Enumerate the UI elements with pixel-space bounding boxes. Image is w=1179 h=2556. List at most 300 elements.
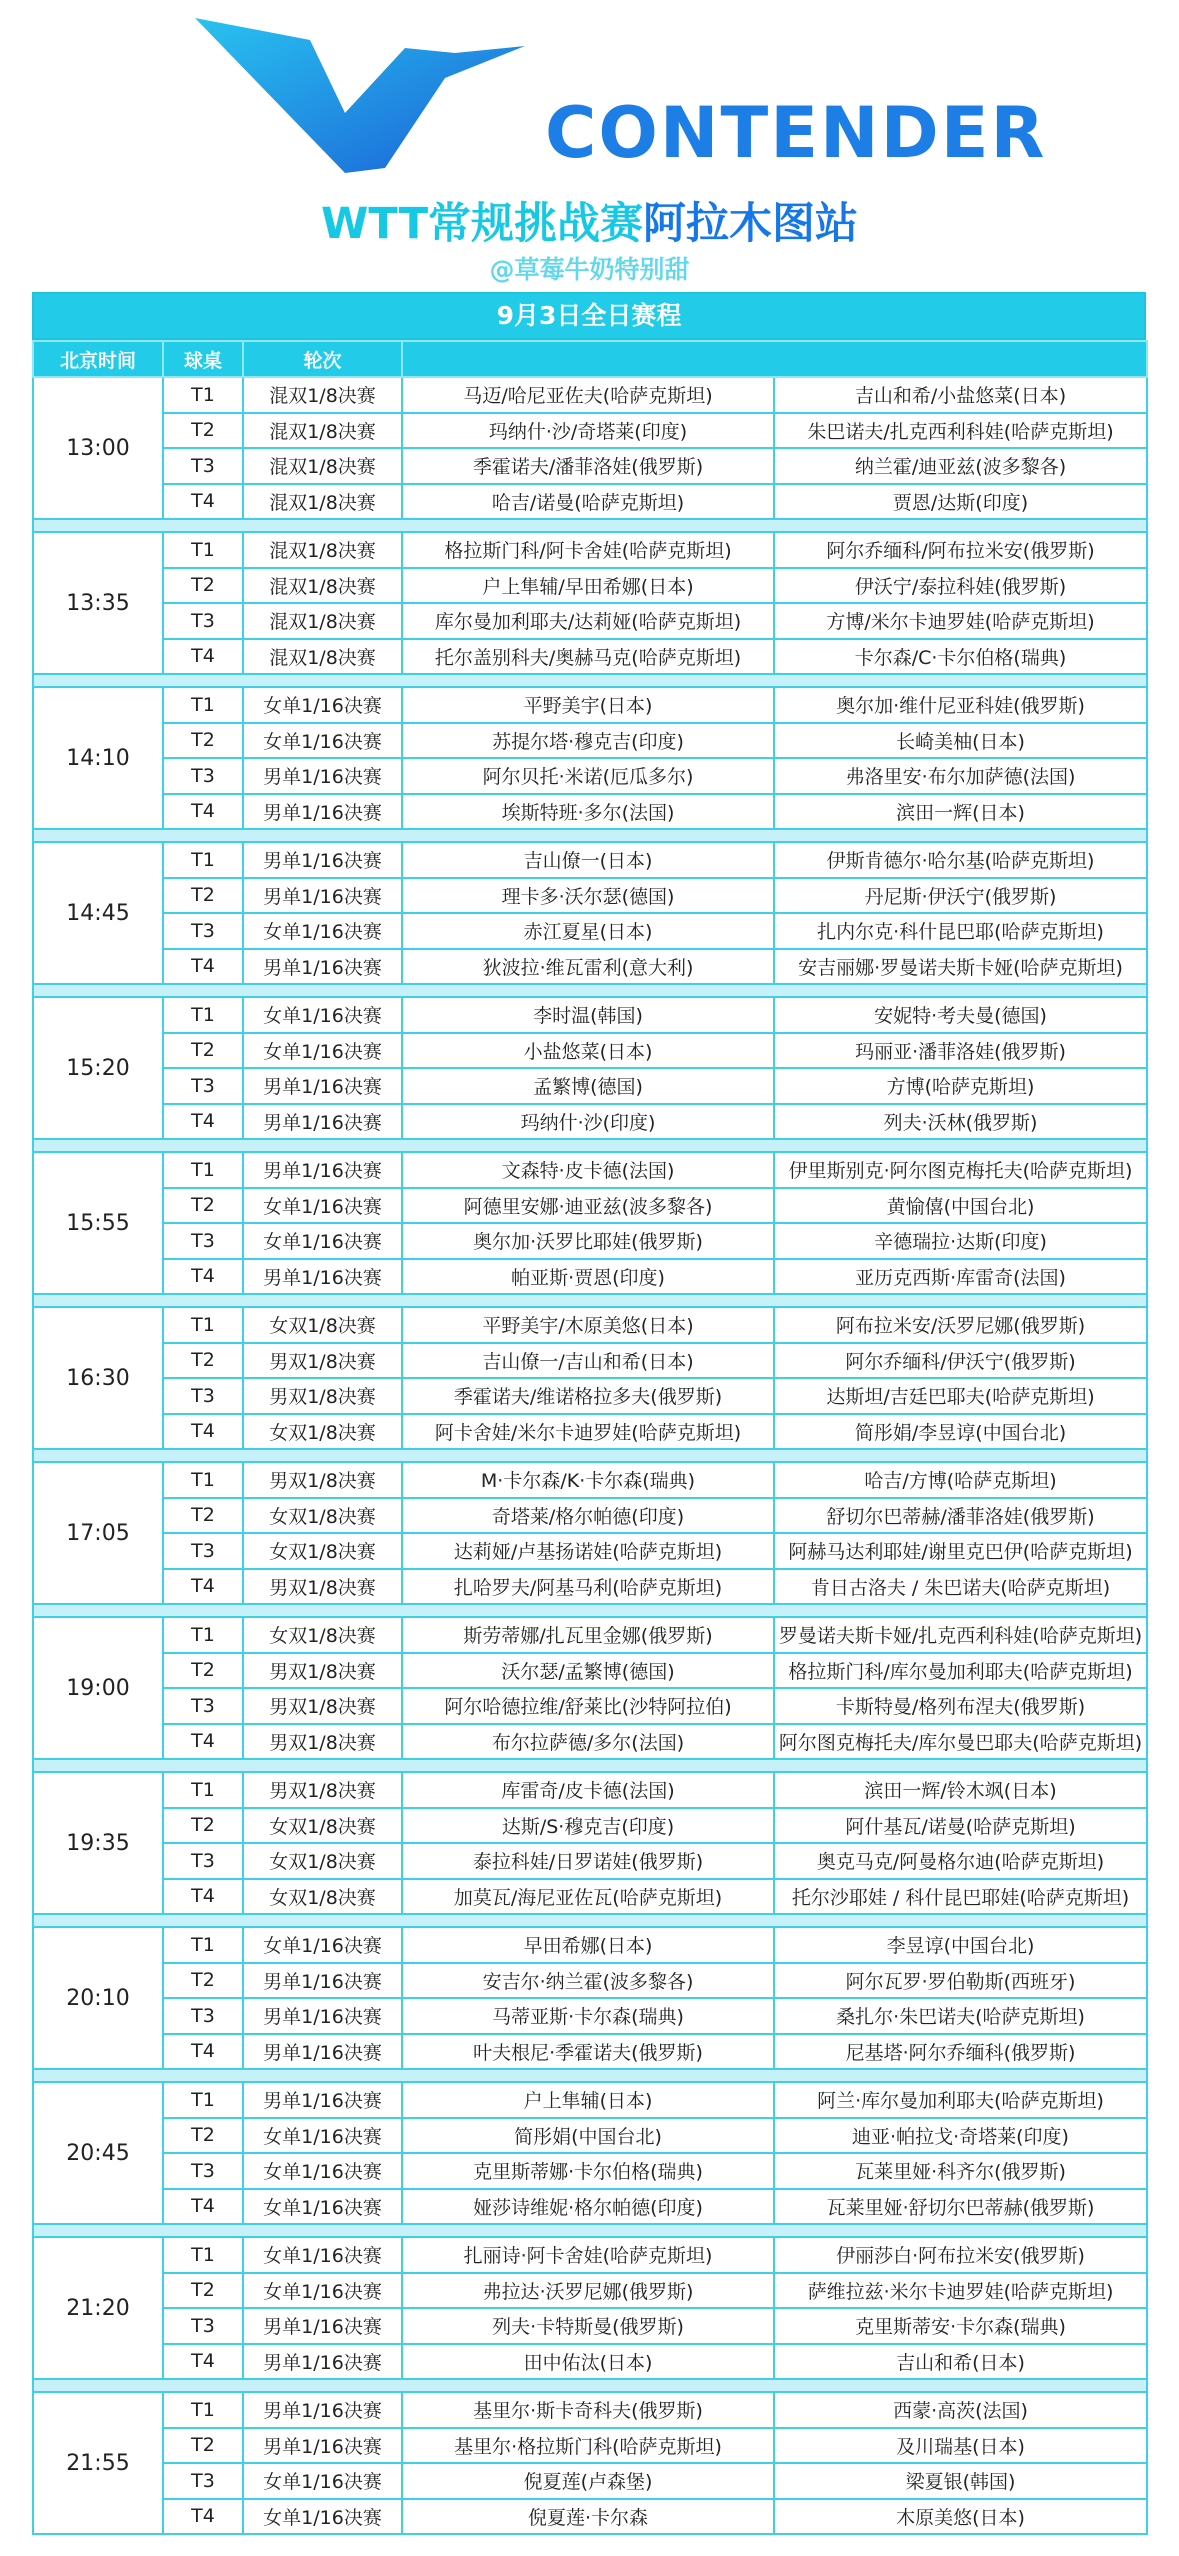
table-row [33,1843,1147,1879]
schedule-body [33,377,1147,2534]
round-name: 女单1/16决赛 [243,913,402,949]
table-row [33,794,1147,830]
separator-cell [33,2224,1147,2237]
table-number: T3 [163,758,243,794]
session-time: 15:55 [33,1152,163,1294]
round-name: 男单1/16决赛 [243,1998,402,2034]
round-name: 男单1/16决赛 [243,2082,402,2118]
table-number: T3 [163,603,243,639]
player-two: 格拉斯门科/库尔曼加利耶夫(哈萨克斯坦) [774,1653,1147,1689]
table-number: T3 [163,2308,243,2344]
round-name: 女单1/16决赛 [243,2189,402,2225]
player-two: 伊里斯别克·阿尔图克梅托夫(哈萨克斯坦) [774,1152,1147,1188]
player-two: 列夫·沃林(俄罗斯) [774,1104,1147,1140]
table-number: T3 [163,1533,243,1569]
player-two: 罗曼诺夫斯卡娅/扎克西利科娃(哈萨克斯坦) [774,1617,1147,1653]
table-row [33,1378,1147,1414]
table-row [33,2189,1147,2225]
player-two: 达斯坦/吉廷巴耶夫(哈萨克斯坦) [774,1378,1147,1414]
table-row [33,997,1147,1033]
table-row [33,687,1147,723]
session-separator [33,984,1147,997]
player-two: 黄愉僖(中国台北) [774,1188,1147,1224]
player-one: 小盐悠菜(日本) [402,1033,774,1069]
table-number: T3 [163,1068,243,1104]
player-one: 娅莎诗维妮·格尔帕德(印度) [402,2189,774,2225]
schedule-table [32,292,1146,2535]
table-row [33,2392,1147,2428]
table-row [33,2308,1147,2344]
player-one: 阿尔贝托·米诺(厄瓜多尔) [402,758,774,794]
round-name: 男双1/8决赛 [243,1653,402,1689]
round-name: 混双1/8决赛 [243,413,402,449]
table-number: T3 [163,1843,243,1879]
player-two: 伊沃宁/泰拉科娃(俄罗斯) [774,568,1147,604]
table-row [33,1998,1147,2034]
table-number: T1 [163,1927,243,1963]
col-header-round: 轮次 [243,341,402,377]
table-number: T2 [163,1963,243,1999]
table-row [33,2428,1147,2464]
player-two: 木原美悠(日本) [774,2499,1147,2535]
session-separator [33,1449,1147,1462]
round-name: 男单1/16决赛 [243,794,402,830]
table-number: T1 [163,1617,243,1653]
table-number: T1 [163,2237,243,2273]
table-row [33,949,1147,985]
player-two: 方博(哈萨克斯坦) [774,1068,1147,1104]
table-number: T1 [163,1152,243,1188]
table-number: T1 [163,1772,243,1808]
player-two: 阿尔瓦罗·罗伯勒斯(西班牙) [774,1963,1147,1999]
table-row [33,2273,1147,2309]
round-name: 男双1/8决赛 [243,1724,402,1760]
session-time: 14:45 [33,842,163,984]
player-one: 早田希娜(日本) [402,1927,774,1963]
round-name: 女单1/16决赛 [243,2118,402,2154]
session-time: 21:55 [33,2392,163,2534]
player-one: 奥尔加·沃罗比耶娃(俄罗斯) [402,1223,774,1259]
player-one: 列夫·卡特斯曼(俄罗斯) [402,2308,774,2344]
player-two: 及川瑞基(日本) [774,2428,1147,2464]
player-one: 斯劳蒂娜/扎瓦里金娜(俄罗斯) [402,1617,774,1653]
round-name: 男单1/16决赛 [243,1963,402,1999]
player-two: 安吉丽娜·罗曼诺夫斯卡娅(哈萨克斯坦) [774,949,1147,985]
table-number: T3 [163,2153,243,2189]
player-one: 达莉娅/卢基扬诺娃(哈萨克斯坦) [402,1533,774,1569]
player-one: 吉山僚一/吉山和希(日本) [402,1343,774,1379]
table-row [33,603,1147,639]
player-one: 马迈/哈尼亚佐夫(哈萨克斯坦) [402,377,774,413]
table-row [33,2153,1147,2189]
table-row [33,1104,1147,1140]
separator-cell [33,2379,1147,2392]
table-row [33,377,1147,413]
player-one: 倪夏莲·卡尔森 [402,2499,774,2535]
table-number: T1 [163,842,243,878]
player-two: 迪亚·帕拉戈·奇塔莱(印度) [774,2118,1147,2154]
table-number: T1 [163,1462,243,1498]
table-number: T4 [163,2344,243,2380]
player-one: 弗拉达·沃罗尼娜(俄罗斯) [402,2273,774,2309]
player-one: 阿卡舍娃/米尔卡迪罗娃(哈萨克斯坦) [402,1414,774,1450]
header-row [33,341,1147,377]
player-two: 托尔沙耶娃 / 科什昆巴耶娃(哈萨克斯坦) [774,1879,1147,1915]
player-one: 文森特·皮卡德(法国) [402,1152,774,1188]
player-two: 李昱谆(中国台北) [774,1927,1147,1963]
table-number: T2 [163,1498,243,1534]
player-two: 伊斯肯德尔·哈尔基(哈萨克斯坦) [774,842,1147,878]
session-time: 19:00 [33,1617,163,1759]
round-name: 男单1/16决赛 [243,1068,402,1104]
table-number: T4 [163,1879,243,1915]
round-name: 混双1/8决赛 [243,377,402,413]
round-name: 女单1/16决赛 [243,687,402,723]
separator-cell [33,2069,1147,2082]
table-number: T4 [163,2499,243,2535]
table-number: T2 [163,723,243,759]
table-number: T3 [163,1688,243,1724]
table-number: T1 [163,1307,243,1343]
round-name: 男单1/16决赛 [243,2034,402,2070]
player-one: 埃斯特班·多尔(法国) [402,794,774,830]
session-time: 13:35 [33,532,163,674]
table-number: T2 [163,1343,243,1379]
table-number: T2 [163,1188,243,1224]
round-name: 女双1/8决赛 [243,1533,402,1569]
session-time: 20:45 [33,2082,163,2224]
separator-cell [33,674,1147,687]
schedule-grid [32,340,1148,2535]
session-separator [33,1914,1147,1927]
separator-cell [33,1294,1147,1307]
table-row [33,1879,1147,1915]
header [0,0,1179,292]
player-one: 帕亚斯·贾恩(印度) [402,1259,774,1295]
player-two: 滨田一辉/铃木飒(日本) [774,1772,1147,1808]
player-two: 纳兰霍/迪亚兹(波多黎各) [774,448,1147,484]
round-name: 女单1/16决赛 [243,723,402,759]
round-name: 混双1/8决赛 [243,532,402,568]
table-row [33,2082,1147,2118]
table-row [33,1343,1147,1379]
table-row [33,878,1147,914]
table-number: T3 [163,913,243,949]
player-one: 赤江夏星(日本) [402,913,774,949]
table-row [33,1772,1147,1808]
player-one: 库尔曼加利耶夫/达莉娅(哈萨克斯坦) [402,603,774,639]
table-number: T3 [163,1998,243,2034]
player-two: 滨田一辉(日本) [774,794,1147,830]
table-row [33,1033,1147,1069]
player-one: 加莫瓦/海尼亚佐瓦(哈萨克斯坦) [402,1879,774,1915]
contender-logo-icon [195,18,525,173]
close-icon[interactable] [42,216,88,262]
table-row [33,723,1147,759]
player-one: 吉山僚一(日本) [402,842,774,878]
table-row [33,1688,1147,1724]
player-one: 马蒂亚斯·卡尔森(瑞典) [402,1998,774,2034]
player-one: 基里尔·格拉斯门科(哈萨克斯坦) [402,2428,774,2464]
author-handle: @草莓牛奶特别甜 [489,255,690,284]
table-number: T3 [163,1378,243,1414]
player-one: 叶夫根尼·季霍诺夫(俄罗斯) [402,2034,774,2070]
round-name: 男单1/16决赛 [243,2344,402,2380]
table-number: T3 [163,2463,243,2499]
player-one: 库雷奇/皮卡德(法国) [402,1772,774,1808]
round-name: 女双1/8决赛 [243,1808,402,1844]
player-two: 阿什基瓦/诺曼(哈萨克斯坦) [774,1808,1147,1844]
separator-cell [33,829,1147,842]
separator-cell [33,519,1147,532]
separator-cell [33,1914,1147,1927]
table-number: T4 [163,2189,243,2225]
round-name: 男双1/8决赛 [243,1772,402,1808]
table-row [33,913,1147,949]
player-one: 扎哈罗夫/阿基马利(哈萨克斯坦) [402,1569,774,1605]
player-one: 季霍诺夫/维诺格拉多夫(俄罗斯) [402,1378,774,1414]
session-time: 19:35 [33,1772,163,1914]
session-separator [33,1604,1147,1617]
table-row [33,1724,1147,1760]
table-row [33,1653,1147,1689]
table-number: T4 [163,794,243,830]
round-name: 男双1/8决赛 [243,1688,402,1724]
player-two: 朱巴诺夫/扎克西利科娃(哈萨克斯坦) [774,413,1147,449]
player-two: 卡斯特曼/格列布涅夫(俄罗斯) [774,1688,1147,1724]
table-number: T1 [163,2082,243,2118]
session-separator [33,1759,1147,1772]
player-one: 达斯/S·穆克吉(印度) [402,1808,774,1844]
table-row [33,1498,1147,1534]
session-time: 16:30 [33,1307,163,1449]
table-row [33,1533,1147,1569]
player-two: 阿布拉米安/沃罗尼娜(俄罗斯) [774,1307,1147,1343]
table-number: T2 [163,2273,243,2309]
player-two: 奥克马克/阿曼格尔迪(哈萨克斯坦) [774,1843,1147,1879]
round-name: 女单1/16决赛 [243,1188,402,1224]
round-name: 男单1/16决赛 [243,1104,402,1140]
player-two: 舒切尔巴蒂赫/潘菲洛娃(俄罗斯) [774,1498,1147,1534]
round-name: 女单1/16决赛 [243,2499,402,2535]
round-name: 女单1/16决赛 [243,997,402,1033]
session-time: 14:10 [33,687,163,829]
table-row [33,758,1147,794]
player-two: 伊丽莎白·阿布拉米安(俄罗斯) [774,2237,1147,2273]
col-header-matchup [402,341,1147,377]
table-row [33,2118,1147,2154]
separator-cell [33,1139,1147,1152]
table-number: T2 [163,1033,243,1069]
table-row [33,2344,1147,2380]
round-name: 混双1/8决赛 [243,639,402,675]
table-number: T4 [163,1259,243,1295]
player-two: 奥尔加·维什尼亚科娃(俄罗斯) [774,687,1147,723]
player-two: 扎内尔克·科什昆巴耶(哈萨克斯坦) [774,913,1147,949]
table-number: T4 [163,1724,243,1760]
table-number: T2 [163,878,243,914]
round-name: 女单1/16决赛 [243,2463,402,2499]
player-two: 阿兰·库尔曼加利耶夫(哈萨克斯坦) [774,2082,1147,2118]
table-row [33,1068,1147,1104]
player-two: 辛德瑞拉·达斯(印度) [774,1223,1147,1259]
table-number: T2 [163,2118,243,2154]
col-header-time: 北京时间 [33,341,163,377]
player-one: 格拉斯门科/阿卡舍娃(哈萨克斯坦) [402,532,774,568]
round-name: 混双1/8决赛 [243,448,402,484]
round-name: 女单1/16决赛 [243,2153,402,2189]
player-one: 布尔拉萨德/多尔(法国) [402,1724,774,1760]
session-separator [33,1139,1147,1152]
round-name: 男双1/8决赛 [243,1378,402,1414]
player-one: 哈吉/诺曼(哈萨克斯坦) [402,484,774,520]
table-number: T1 [163,2392,243,2428]
table-number: T4 [163,1569,243,1605]
player-one: M·卡尔森/K·卡尔森(瑞典) [402,1462,774,1498]
player-two: 克里斯蒂安·卡尔森(瑞典) [774,2308,1147,2344]
table-row [33,532,1147,568]
round-name: 男双1/8决赛 [243,1343,402,1379]
round-name: 混双1/8决赛 [243,484,402,520]
round-name: 男单1/16决赛 [243,1152,402,1188]
round-name: 女双1/8决赛 [243,1307,402,1343]
player-one: 玛纳什·沙/奇塔莱(印度) [402,413,774,449]
table-row [33,413,1147,449]
round-name: 男双1/8决赛 [243,1569,402,1605]
session-separator [33,2379,1147,2392]
table-number: T4 [163,949,243,985]
player-one: 奇塔莱/格尔帕德(印度) [402,1498,774,1534]
separator-cell [33,1604,1147,1617]
session-time: 17:05 [33,1462,163,1604]
player-one: 阿德里安娜·迪亚兹(波多黎各) [402,1188,774,1224]
table-row [33,1188,1147,1224]
table-number: T1 [163,687,243,723]
player-two: 阿尔乔缅科/阿布拉米安(俄罗斯) [774,532,1147,568]
player-two: 阿赫马达利耶娃/谢里克巴伊(哈萨克斯坦) [774,1533,1147,1569]
table-row [33,639,1147,675]
player-two: 西蒙·高茨(法国) [774,2392,1147,2428]
round-name: 男单1/16决赛 [243,2428,402,2464]
player-two: 阿尔图克梅托夫/库尔曼巴耶夫(哈萨克斯坦) [774,1724,1147,1760]
table-row [33,484,1147,520]
player-one: 扎丽诗·阿卡舍娃(哈萨克斯坦) [402,2237,774,2273]
player-one: 安吉尔·纳兰霍(波多黎各) [402,1963,774,1999]
table-number: T2 [163,413,243,449]
table-row [33,842,1147,878]
session-separator [33,829,1147,842]
player-one: 托尔盖别科夫/奥赫马克(哈萨克斯坦) [402,639,774,675]
player-two: 丹尼斯·伊沃宁(俄罗斯) [774,878,1147,914]
player-one: 平野美宇/木原美悠(日本) [402,1307,774,1343]
round-name: 女单1/16决赛 [243,1223,402,1259]
player-one: 简彤娟(中国台北) [402,2118,774,2154]
table-number: T3 [163,448,243,484]
player-one: 理卡多·沃尔瑟(德国) [402,878,774,914]
table-number: T1 [163,997,243,1033]
player-two: 长崎美柚(日本) [774,723,1147,759]
table-row [33,568,1147,604]
player-two: 吉山和希/小盐悠菜(日本) [774,377,1147,413]
table-number: T4 [163,2034,243,2070]
player-one: 平野美宇(日本) [402,687,774,723]
player-two: 瓦莱里娅·科齐尔(俄罗斯) [774,2153,1147,2189]
table-row [33,448,1147,484]
player-two: 梁夏银(韩国) [774,2463,1147,2499]
round-name: 男单1/16决赛 [243,2308,402,2344]
round-name: 男单1/16决赛 [243,758,402,794]
separator-cell [33,1759,1147,1772]
player-one: 田中佑汰(日本) [402,2344,774,2380]
round-name: 男单1/16决赛 [243,842,402,878]
player-one: 基里尔·斯卡奇科夫(俄罗斯) [402,2392,774,2428]
player-two: 卡尔森/C·卡尔伯格(瑞典) [774,639,1147,675]
table-row [33,1307,1147,1343]
table-row [33,1259,1147,1295]
table-number: T2 [163,1653,243,1689]
player-one: 阿尔哈德拉维/舒莱比(沙特阿拉伯) [402,1688,774,1724]
round-name: 男单1/16决赛 [243,2392,402,2428]
player-one: 倪夏莲(卢森堡) [402,2463,774,2499]
player-two: 贾恩/达斯(印度) [774,484,1147,520]
round-name: 女双1/8决赛 [243,1879,402,1915]
title-prefix: WTT常规挑战赛 [320,199,644,249]
table-row [33,1462,1147,1498]
player-two: 简彤娟/李昱谆(中国台北) [774,1414,1147,1450]
player-one: 季霍诺夫/潘菲洛娃(俄罗斯) [402,448,774,484]
round-name: 混双1/8决赛 [243,603,402,639]
player-two: 萨维拉兹·米尔卡迪罗娃(哈萨克斯坦) [774,2273,1147,2309]
player-two: 方博/米尔卡迪罗娃(哈萨克斯坦) [774,603,1147,639]
table-number: T4 [163,1104,243,1140]
player-two: 阿尔乔缅科/伊沃宁(俄罗斯) [774,1343,1147,1379]
player-one: 狄波拉·维瓦雷利(意大利) [402,949,774,985]
table-row [33,1223,1147,1259]
player-two: 玛丽亚·潘菲洛娃(俄罗斯) [774,1033,1147,1069]
round-name: 女单1/16决赛 [243,1033,402,1069]
table-row [33,1617,1147,1653]
table-row [33,2499,1147,2535]
table-row [33,1808,1147,1844]
player-one: 户上隼辅(日本) [402,2082,774,2118]
table-number: T3 [163,1223,243,1259]
round-name: 男双1/8决赛 [243,1462,402,1498]
session-separator [33,674,1147,687]
round-name: 女单1/16决赛 [243,2237,402,2273]
player-two: 安妮特·考夫曼(德国) [774,997,1147,1033]
player-one: 苏提尔塔·穆克吉(印度) [402,723,774,759]
table-row [33,2237,1147,2273]
table-number: T4 [163,639,243,675]
table-number: T1 [163,377,243,413]
table-number: T4 [163,484,243,520]
player-one: 玛纳什·沙(印度) [402,1104,774,1140]
table-row [33,1963,1147,1999]
session-separator [33,2224,1147,2237]
table-row [33,1569,1147,1605]
table-number: T2 [163,2428,243,2464]
table-row [33,2463,1147,2499]
round-name: 女单1/16决赛 [243,1927,402,1963]
table-number: T2 [163,568,243,604]
table-number: T1 [163,532,243,568]
round-name: 女双1/8决赛 [243,1414,402,1450]
player-two: 桑扎尔·朱巴诺夫(哈萨克斯坦) [774,1998,1147,2034]
title-suffix: 阿拉木图站 [643,199,859,249]
col-header-table: 球桌 [163,341,243,377]
table-row [33,1414,1147,1450]
session-separator [33,519,1147,532]
